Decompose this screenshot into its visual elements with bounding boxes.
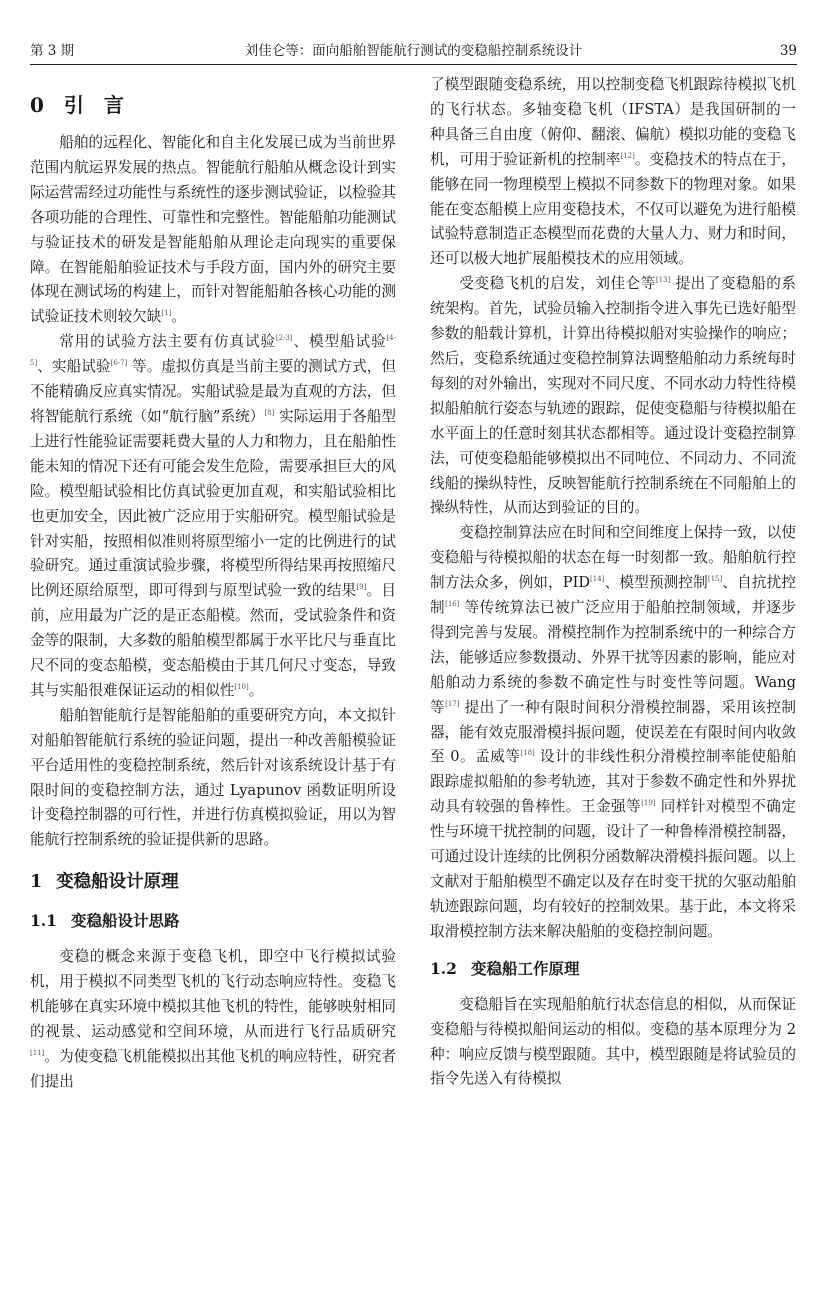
right-column xyxy=(430,73,796,1092)
paragraph-text: 实际运用于各船型上进行性能验证需要耗费大量的人力和物力，且在船舶性能未知的情况下还有可能会发生危险，需要承担巨大的风险。模型船试验相比仿真试验更加直观，和实船试验相比也更加安全，因此被广泛应用于实船研究。模型船试验是针对实船，按照相似准则将原型缩小一定的比例进行的试验研究。通过重演试验步骤，将模型所得结果再按照缩尺比例还原给原型，即可得到与原型试验一致的结果 xyxy=(30,407,396,600)
paragraph xyxy=(430,521,796,944)
subsection-number: 1.1 xyxy=(30,911,57,931)
paragraph-text: 变稳的概念来源于变稳飞机，即空中飞行模拟试验机，用于模拟不同类型飞机的飞行动态响应特性。变稳飞机能够在真实环境中模拟其他飞机的特性，能够映射相同的视景、运动感觉和空间环境，从而进行飞行品质研究 xyxy=(30,948,396,1040)
header-rule xyxy=(30,64,797,65)
paragraph-text: 。 xyxy=(171,308,186,326)
citation[interactable]: [18] xyxy=(520,749,535,758)
citation[interactable]: [12] xyxy=(620,151,635,160)
subsection-1-2-heading xyxy=(430,957,796,981)
citation[interactable]: [16] xyxy=(445,600,460,609)
paragraph-text: 常用的试验方法主要有仿真试验 xyxy=(59,333,276,351)
paragraph-text: 受变稳飞机的启发，刘佳仑等 xyxy=(459,275,656,293)
citation[interactable]: [14] xyxy=(590,575,605,584)
section-0-heading xyxy=(30,90,396,120)
section-1-heading xyxy=(30,869,396,895)
paragraph-text: 设计的非线性积分滑模控制率能使船舶跟踪虚拟船舶的参考轨迹，其对于参数不确定性和外界扰动具有较强的鲁棒性。王金强等 xyxy=(430,748,796,816)
subsection-title: 变稳船设计思路 xyxy=(70,912,180,931)
paragraph xyxy=(430,272,796,521)
citation[interactable]: [8] xyxy=(264,409,275,418)
page-number: 39 xyxy=(779,43,797,59)
citation[interactable]: [4-5] xyxy=(30,334,396,368)
paragraph-text: 。目前，应用最为广泛的是正态船模。然而，受试验条件和资金等的限制，大多数的船舶模型都属于水平比尺与垂直比尺不同的变态船模，变态船模由于其几何尺寸变态，导致其与实船很难保证运动的相似性 xyxy=(30,582,396,699)
running-header xyxy=(30,38,797,64)
citation[interactable]: [1] xyxy=(161,309,172,318)
paragraph: 变稳船旨在实现船舶航行状态信息的相似，从而保证变稳船与待模拟船间运动的相似。变稳的基本原理分为 2 种：响应反馈与模型跟随。其中，模型跟随是将试验员的指令先送入有待模拟 xyxy=(430,995,796,1088)
subsection-1-1-heading xyxy=(30,909,396,933)
paragraph-text: 了模型跟随变稳系统，用以控制变稳飞机跟踪待模拟飞机的飞行状态。多轴变稳飞机（IFSTA）是我国研制的一种具备三自由度（俯仰、翻滚、偏航）模拟功能的变稳飞机，可用于验证新机的控制率 xyxy=(430,76,796,168)
section-title: 引 言 xyxy=(63,93,124,117)
citation[interactable]: [6-7] xyxy=(110,359,128,368)
paragraph-text: 、模型船试验 xyxy=(292,333,387,351)
paragraph: 船舶智能航行是智能船舶的重要研究方向，本文拟针对船舶智能航行系统的验证问题，提出一种改善船模验证平台适用性的变稳控制系统，然后针对该系统设计基于有限时间的变稳控制方法，通过 Lyapunov 函数证明所设计变稳控制器的可行性，并进行仿真模拟验证，用以为智能航行控制系统的验证提供新的思路。 xyxy=(30,706,396,849)
paragraph-text: 提出了变稳船的系统架构。首先，试验员输入控制指令进入事先已选好船型参数的船载计算机，计算出待模拟船对实验操作的响应；然后，变稳系统通过变稳控制算法调整船舶动力系统每时每刻的对外输出，实现对不同尺度、不同水动力特性待模拟船舶航行姿态与轨迹的跟踪，促使变稳船与待模拟船在水平面上的任意时刻其状态都相等。通过设计变稳控制算法，可使变稳船能够模拟出不同吨位、不同动力、不同流线船的操纵特性，反映智能航行控制系统在不同船舶上的操纵特性，从而达到验证的目的。 xyxy=(430,275,796,517)
paragraph xyxy=(30,131,396,330)
section-title: 变稳船设计原理 xyxy=(56,872,179,893)
citation[interactable]: [10] xyxy=(234,683,249,692)
citation[interactable]: [19] xyxy=(641,799,656,808)
paragraph-text: 等传统算法已被广泛应用于船舶控制领域，并逐步得到完善与发展。滑模控制作为控制系统中的一种综合方法，能够适应参数摄动、外界干扰等因素的影响，能应对船舶动力系统的参数不确定性与时变性等问题。Wang 等 xyxy=(430,599,796,716)
section-number: 0 xyxy=(30,93,44,117)
section-number: 1 xyxy=(30,872,43,893)
paragraph xyxy=(430,73,796,272)
citation[interactable]: [13] xyxy=(655,276,671,285)
citation[interactable]: [11] xyxy=(30,1049,45,1058)
paragraph-text: 、模型预测控制 xyxy=(604,574,708,592)
paragraph-text: 、实船试验 xyxy=(37,358,111,376)
citation[interactable]: [17] xyxy=(445,699,460,708)
paragraph-text: 。为使变稳飞机能模拟出其他飞机的响应特性，研究者们提出 xyxy=(30,1047,396,1090)
citation[interactable]: [9] xyxy=(356,583,367,592)
paragraph-text: 。变稳技术的特点在于，能够在同一物理模型上模拟不同参数下的物理对象。如果能在变态船模上应用变稳技术，不仅可以避免为进行船模试验特意制造正态模型而花费的大量人力、财力和时间，还可以极大地扩展船模技术的应用领域。 xyxy=(430,150,796,268)
paragraph-text: 同样针对模型不确定性与环境干扰控制的问题，设计了一种鲁棒滑模控制器，可通过设计连续的比例积分函数解决滑模抖振问题。以上文献对于船舶模型不确定以及存在时变干扰的欠驱动船舶轨迹跟踪问题，均有较好的控制效果。基于此，本文将采取滑模控制方法来解决船舶的变稳控制问题。 xyxy=(430,798,796,940)
paragraph-text: 变稳控制算法应在时间和空间维度上保持一致，以使变稳船与待模拟船的状态在每一时刻都一致。船舶航行控制方法众多，例如，PID xyxy=(430,524,796,592)
running-title: 刘佳仑等：面向船舶智能航行测试的变稳船控制系统设计 xyxy=(244,43,583,59)
paragraph-text: 船舶的远程化、智能化和自主化发展已成为当前世界范围内航运界发展的热点。智能航行船舶从概念设计到实际运营需经过功能性与系统性的逐步测试验证，以检验其各项功能的合理性、可靠性和完整性。智能船舶功能测试与验证技术的研发是智能船舶从理论走向现实的重要保障。在智能船舶验证技术与手段方面，国内外的研究主要体现在测试场的构建上，而针对智能船舶各核心功能的测试验证技术则较欠缺 xyxy=(30,134,396,326)
subsection-number: 1.2 xyxy=(430,958,457,978)
citation[interactable]: [2-3] xyxy=(275,334,293,343)
paragraph-text: 、自抗扰控制 xyxy=(430,574,796,617)
paragraph xyxy=(30,330,396,704)
subsection-title: 变稳船工作原理 xyxy=(470,959,580,978)
left-column xyxy=(30,70,396,1095)
paragraph xyxy=(30,945,396,1094)
citation[interactable]: [15] xyxy=(707,575,723,584)
paragraph-text: 等。虚拟仿真是当前主要的测试方式，但不能精确反应真实情况。实船试验是最为直观的方法，但将智能航行系统（如“航行脑”系统） xyxy=(30,358,396,425)
paragraph-text: 提出了一种有限时间积分滑模控制器，采用该控制器，能有效克服滑模抖振问题，使误差在有限时间内收敛至 0。孟威等 xyxy=(430,698,796,766)
issue-number: 第 3 期 xyxy=(30,43,75,59)
paragraph-text: 。 xyxy=(248,681,264,699)
